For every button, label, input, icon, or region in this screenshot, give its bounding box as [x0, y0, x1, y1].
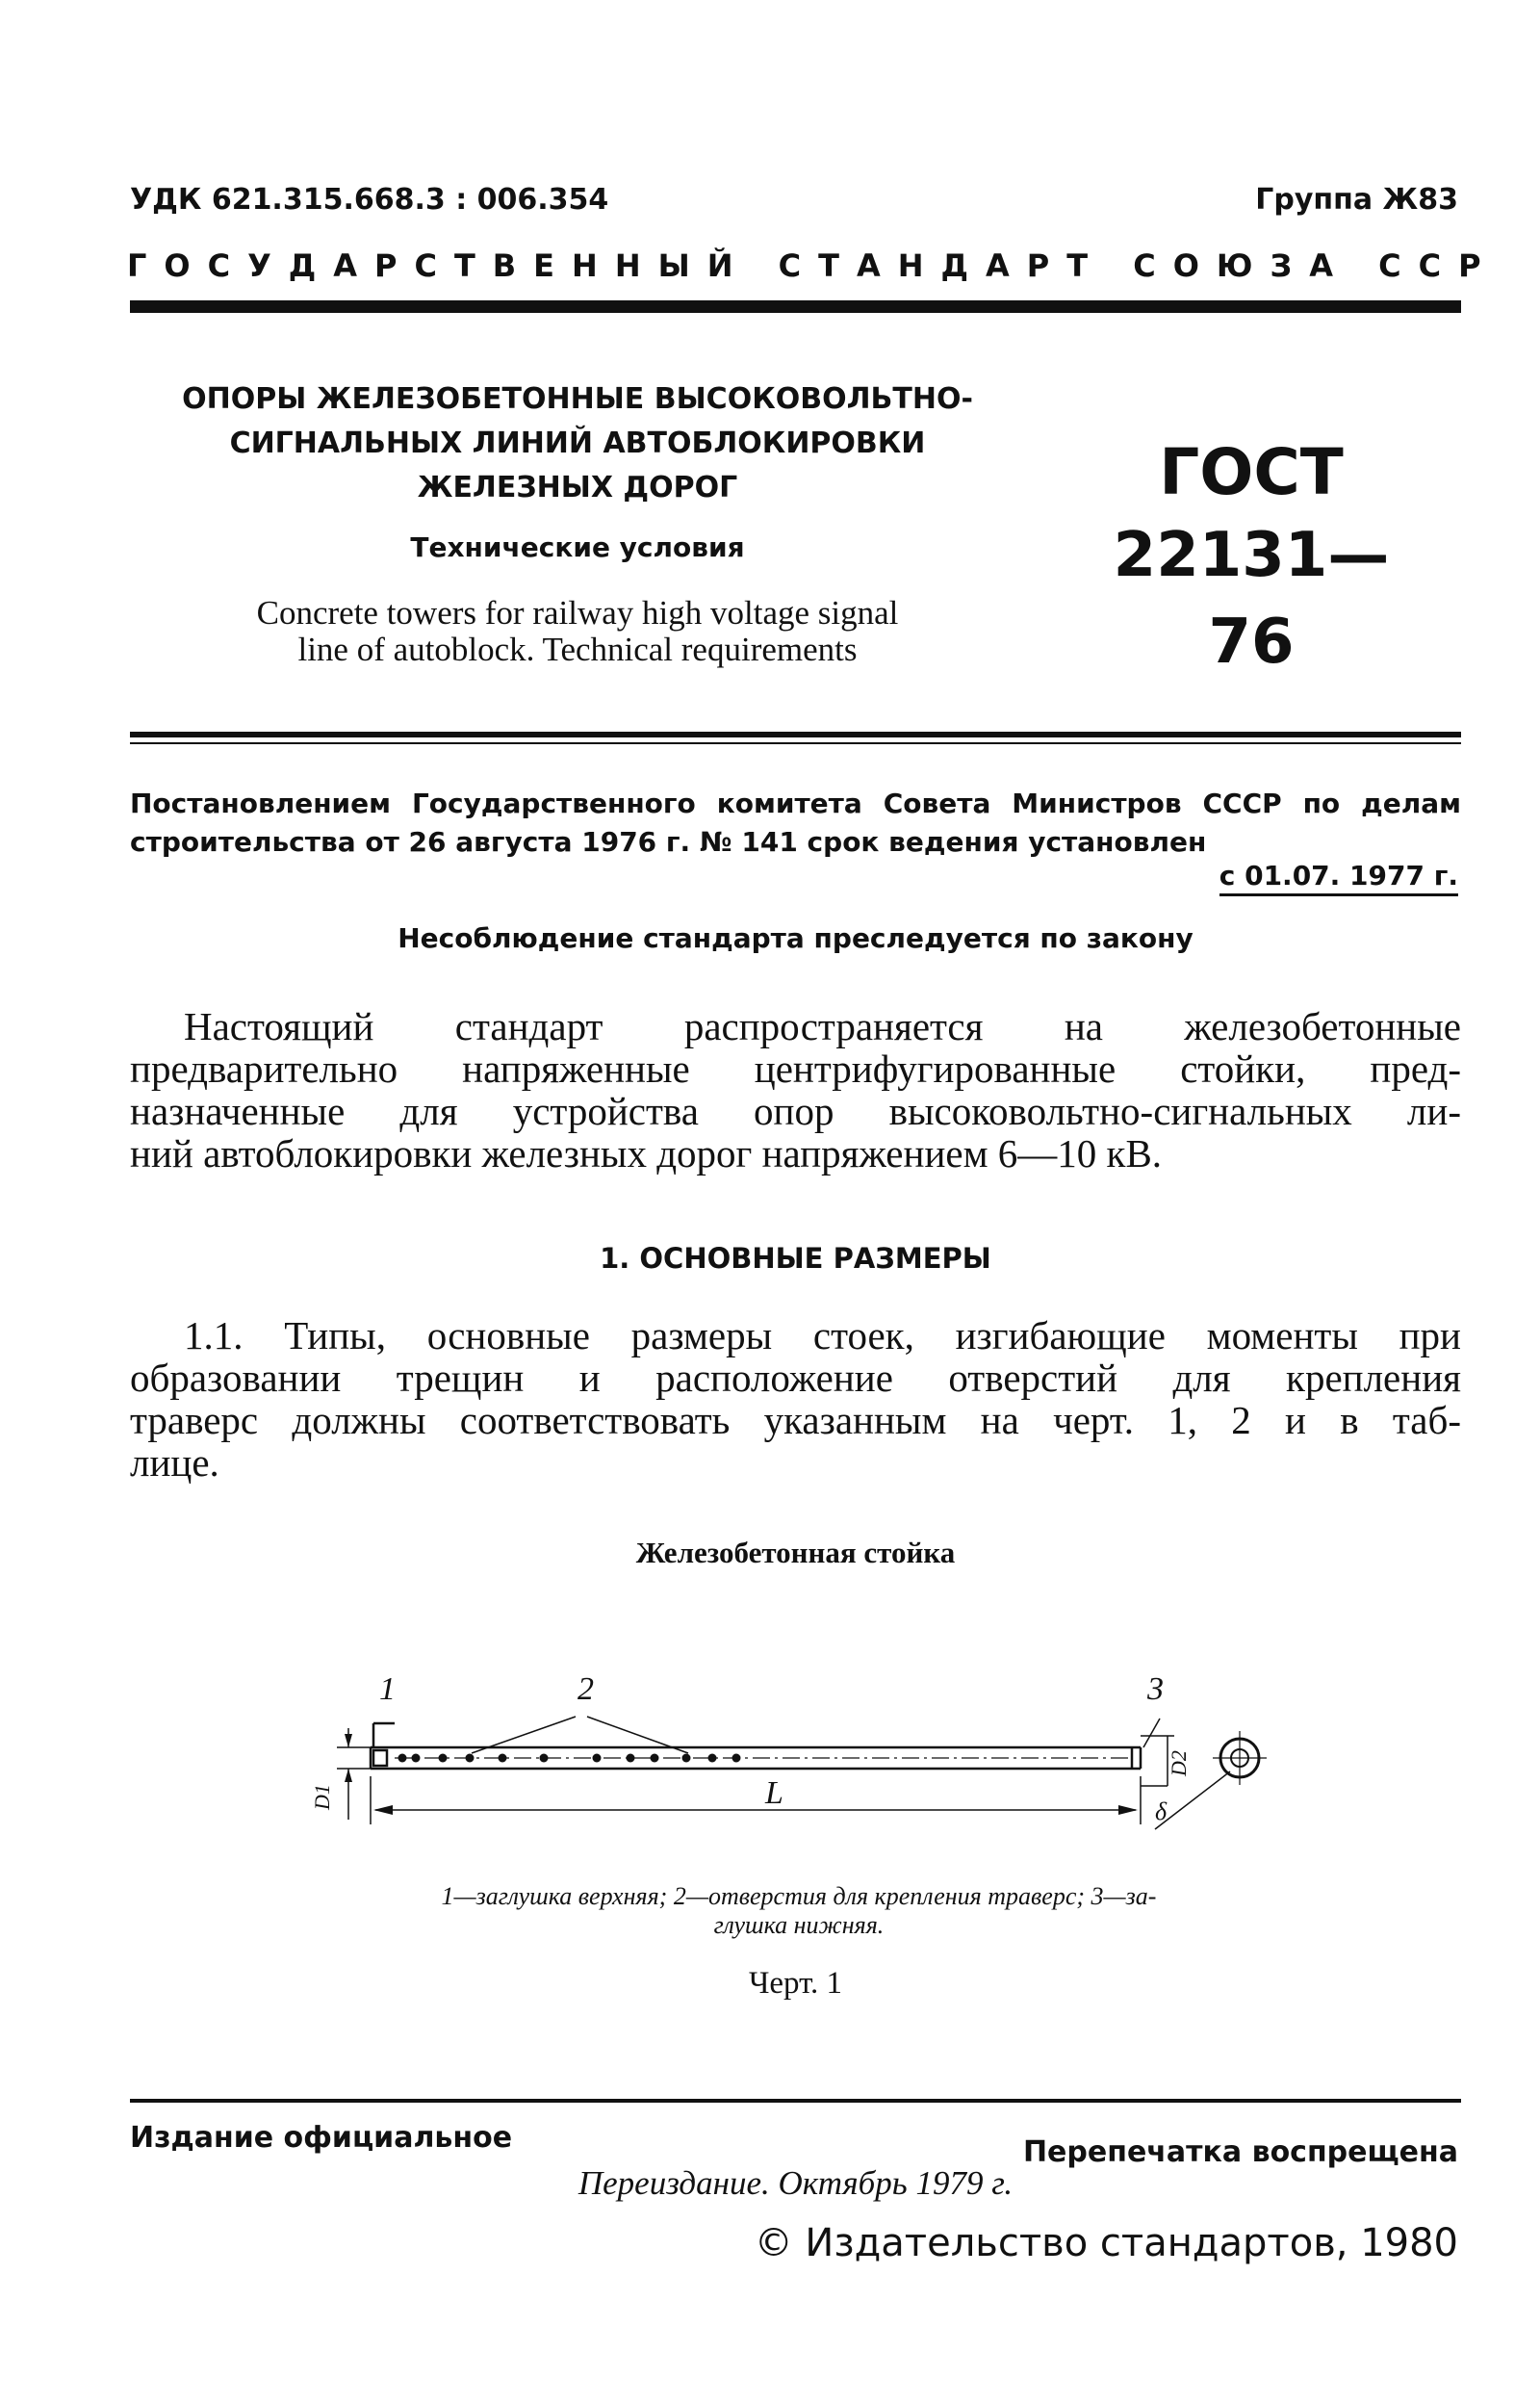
- gost-number: 22131—76: [1113, 520, 1390, 678]
- official-edition: Издание официальное: [130, 2121, 513, 2155]
- top-rule: [130, 300, 1461, 313]
- caption-line: 1—заглушка верхняя; 2—отверстия для крепления траверс; 3—за-: [441, 1882, 1157, 1910]
- callout-3: 3: [1147, 1671, 1164, 1707]
- english-title-line: Concrete towers for railway high voltage signal: [256, 594, 899, 632]
- paragraph-line: Настоящий стандарт распространяется на железобетонные: [184, 1004, 1461, 1048]
- callout-1: 1: [379, 1671, 396, 1707]
- figure-title: Железобетонная стойка: [635, 1536, 956, 1569]
- footer-rule: [130, 2099, 1461, 2103]
- d1-label: D1: [310, 1784, 334, 1810]
- length-label: L: [765, 1775, 783, 1811]
- effective-date: с 01.07. 1977 г.: [1219, 860, 1458, 896]
- title-line: СИГНАЛЬНЫХ ЛИНИЙ АВТОБЛОКИРОВКИ: [229, 427, 926, 460]
- paragraph-line: предварительно напряженные центрифугированные стойки, пред-: [130, 1047, 1461, 1091]
- udk-code: УДК 621.315.668.3 : 006.354: [130, 183, 609, 217]
- callout-2: 2: [578, 1671, 594, 1707]
- decree-line: строительства от 26 августа 1976 г. № 141 срок ведения установлен: [130, 826, 1207, 858]
- gost-label: ГОСТ: [1159, 435, 1344, 509]
- gost-designation: [1107, 433, 1396, 685]
- paragraph-line: ний автоблокировки железных дорог напряжением 6—10 кВ.: [130, 1131, 1163, 1176]
- figure-label: Черт. 1: [748, 1966, 843, 2001]
- decree-line: Постановлением Государственного комитета Совета Министров СССР по делам: [130, 788, 1461, 819]
- decree-text: [130, 785, 1461, 862]
- group-code: Группа Ж83: [1255, 183, 1458, 217]
- top-cap: [373, 1750, 387, 1766]
- d2-label: D2: [1167, 1750, 1191, 1776]
- paragraph-line: назначенные для устройства опор высоковольтно-сигнальных ли-: [130, 1089, 1461, 1133]
- section-rule-thin: [130, 742, 1461, 744]
- english-title-line: line of autoblock. Technical requirements: [297, 631, 858, 668]
- title-line: ОПОРЫ ЖЕЛЕЗОБЕТОННЫЕ ВЫСОКОВОЛЬТНО-: [182, 382, 973, 416]
- no-reprint-notice: Перепечатка воспрещена: [1022, 2135, 1458, 2169]
- intro-paragraph: [130, 1005, 1461, 1175]
- figure-caption: [270, 1882, 1328, 1940]
- paragraph-line: 1.1. Типы, основные размеры стоек, изгибающие моменты при: [184, 1313, 1461, 1357]
- pole-drawing: [308, 1651, 1290, 1853]
- publisher-copyright: © Издательство стандартов, 1980: [754, 2221, 1458, 2265]
- legal-warning: Несоблюдение стандарта преследуется по закону: [398, 922, 1194, 954]
- paragraph-line: траверс должны соответствовать указанным на черт. 1, 2 и в таб-: [130, 1398, 1461, 1442]
- paragraph-line: образовании трещин и расположение отверстий для крепления: [130, 1356, 1461, 1400]
- reissue-note: Переиздание. Октябрь 1979 г.: [578, 2164, 1014, 2202]
- state-standard-heading: ГОСУДАРСТВЕННЫЙ СТАНДАРТ СОЮЗА ССР: [127, 247, 1499, 284]
- english-title: [154, 595, 1001, 668]
- document-title: [178, 377, 977, 510]
- caption-line: глушка нижняя.: [713, 1911, 885, 1939]
- paragraph-line: лице.: [130, 1440, 219, 1485]
- section-rule: [130, 732, 1461, 737]
- document-subtitle: Технические условия: [410, 531, 745, 563]
- clause-paragraph: [130, 1314, 1461, 1484]
- delta-label: δ: [1155, 1797, 1168, 1825]
- section-heading: 1. ОСНОВНЫЕ РАЗМЕРЫ: [600, 1242, 991, 1275]
- title-line: ЖЕЛЕЗНЫХ ДОРОГ: [417, 471, 738, 504]
